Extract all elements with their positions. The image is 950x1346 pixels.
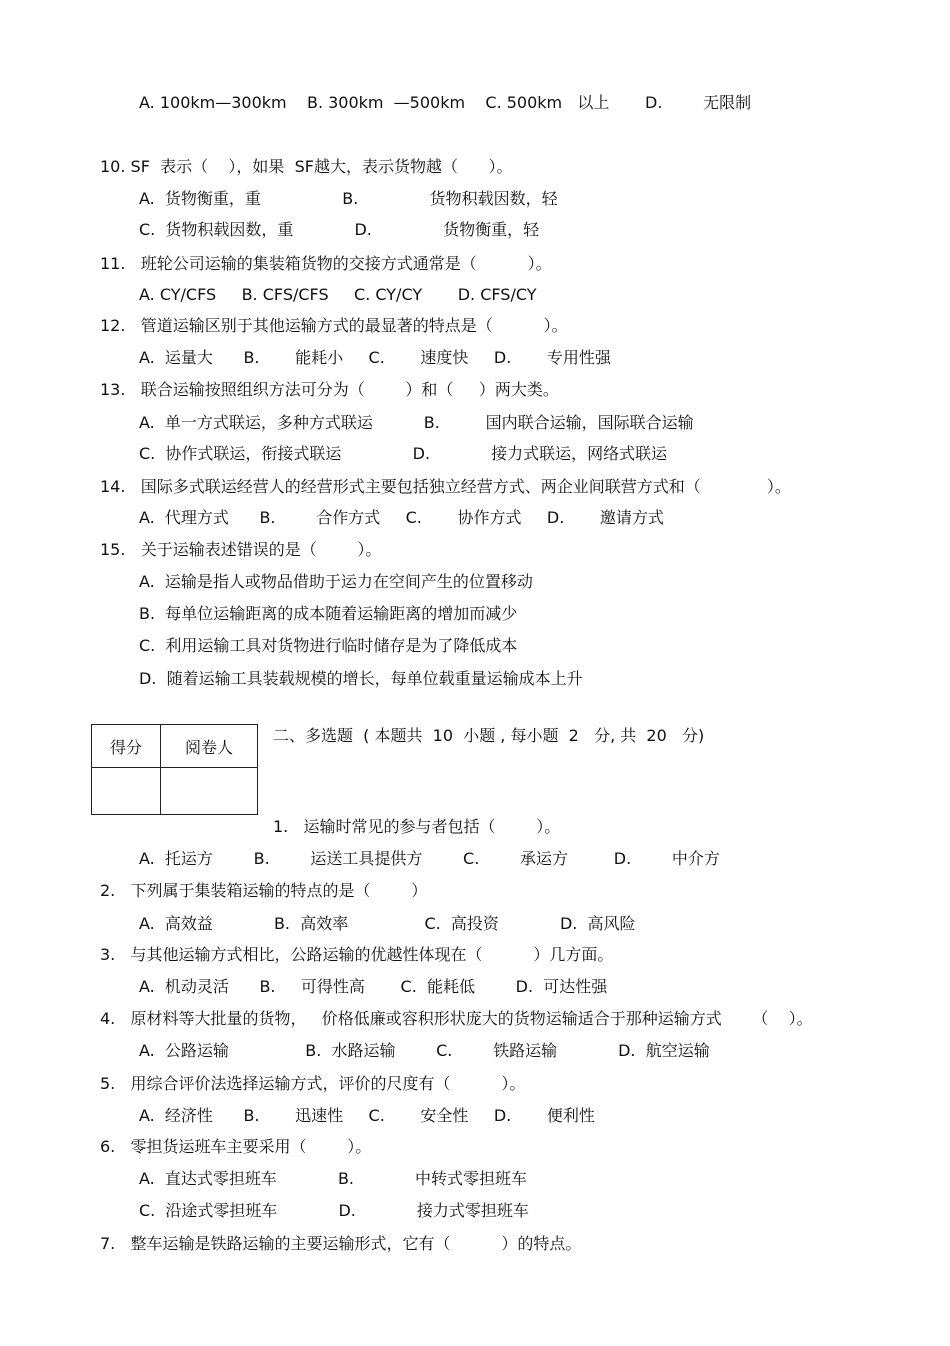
mq-2: 2. 下列属于集装箱运输的特点的是（ ） — [100, 881, 428, 900]
q10-options-ab: A. 货物衡重，重 B. 货物积载因数，轻 — [139, 189, 558, 208]
question-14: 14. 国际多式联运经营人的经营形式主要包括独立经营方式、两企业间联营方式和（ ）。 — [100, 477, 791, 496]
score-box — [91, 724, 258, 815]
mq3-options: A. 机动灵活 B. 可得性高 C. 能耗低 D. 可达性强 — [139, 977, 608, 996]
q14-options: A. 代理方式 B. 合作方式 C. 协作方式 D. 邀请方式 — [139, 508, 664, 527]
grader-label: 阅卷人 — [161, 725, 258, 768]
mq2-options: A. 高效益 B. 高效率 C. 高投资 D. 高风险 — [139, 914, 636, 933]
mq5-options: A. 经济性 B. 迅速性 C. 安全性 D. 便利性 — [139, 1106, 595, 1125]
q13-options-ab: A. 单一方式联运，多种方式联运 B. 国内联合运输，国际联合运输 — [139, 413, 694, 432]
mq1-options: A. 托运方 B. 运送工具提供方 C. 承运方 D. 中介方 — [139, 849, 720, 868]
mq-5: 5. 用综合评价法选择运输方式，评价的尺度有（ ）。 — [100, 1074, 526, 1093]
question-13: 13. 联合运输按照组织方法可分为（ ）和（ ）两大类。 — [100, 380, 559, 399]
q15-option-c: C. 利用运输工具对货物进行临时储存是为了降低成本 — [139, 636, 518, 655]
mq-6: 6. 零担货运班车主要采用（ ）。 — [100, 1137, 372, 1156]
score-label: 得分 — [92, 725, 161, 768]
q12-options: A. 运量大 B. 能耗小 C. 速度快 D. 专用性强 — [139, 348, 611, 367]
q9-options: A. 100km—300km B. 300km —500km C. 500km 以上 D. 无限制 — [139, 93, 752, 112]
question-10: 10. SF 表示（ ），如果 SF越大，表示货物越（ ）。 — [100, 157, 513, 176]
mq6-options-cd: C. 沿途式零担班车 D. 接力式零担班车 — [139, 1201, 529, 1220]
mq6-options-ab: A. 直达式零担班车 B. 中转式零担班车 — [139, 1169, 528, 1188]
mq4-options: A. 公路运输 B. 水路运输 C. 铁路运输 D. 航空运输 — [139, 1041, 710, 1060]
q10-options-cd: C. 货物积载因数，重 D. 货物衡重，轻 — [139, 220, 540, 239]
mq-7: 7. 整车运输是铁路运输的主要运输形式，它有（ ）的特点。 — [100, 1234, 582, 1253]
mq-4: 4. 原材料等大批量的货物， 价格低廉或容积形状庞大的货物运输适合于那种运输方式 （ ）。 — [100, 1009, 813, 1028]
question-11: 11. 班轮公司运输的集装箱货物的交接方式通常是（ ）。 — [100, 254, 552, 273]
question-15: 15. 关于运输表述错误的是（ ）。 — [100, 540, 382, 559]
q15-option-a: A. 运输是指人或物品借助于运力在空间产生的位置移动 — [139, 572, 533, 591]
mq-1: 1. 运输时常见的参与者包括（ ）。 — [273, 817, 561, 836]
question-12: 12. 管道运输区别于其他运输方式的最显著的特点是（ ）。 — [100, 316, 568, 335]
q13-options-cd: C. 协作式联运，衔接式联运 D. 接力式联运，网络式联运 — [139, 444, 668, 463]
score-cell — [92, 768, 161, 815]
mq-3: 3. 与其他运输方式相比，公路运输的优越性体现在（ ）几方面。 — [100, 945, 614, 964]
q11-options: A. CY/CFS B. CFS/CFS C. CY/CY D. CFS/CY — [139, 285, 537, 304]
section-2-heading: 二、多选题 ( 本题共 10 小题 , 每小题 2 分, 共 20 分) — [273, 726, 705, 745]
q15-option-d: D. 随着运输工具装载规模的增长，每单位载重量运输成本上升 — [139, 669, 583, 688]
grader-cell — [161, 768, 258, 815]
q15-option-b: B. 每单位运输距离的成本随着运输距离的增加而减少 — [139, 604, 518, 623]
